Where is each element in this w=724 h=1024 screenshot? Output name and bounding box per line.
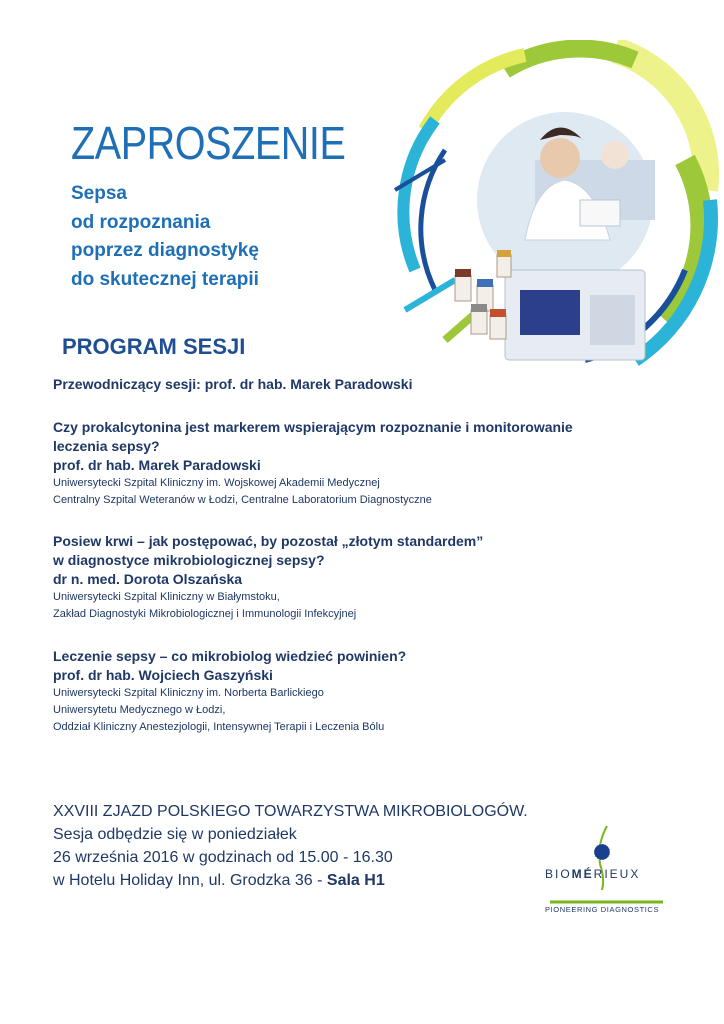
arc-yellow-top — [425, 55, 525, 130]
session-date-time: 26 września 2016 w godzinach od 15.00 - 16.30 — [53, 849, 393, 866]
subtitle — [71, 180, 259, 294]
session-day: Sesja odbędzie się w poniedziałek — [53, 826, 297, 843]
clipboard — [580, 200, 620, 226]
talk-speaker: prof. dr hab. Wojciech Gaszyński — [53, 667, 273, 683]
talk-speaker: dr n. med. Dorota Olszańska — [53, 571, 243, 587]
talk-affiliation: Oddział Kliniczny Anestezjologii, Intensywnej Terapii i Leczenia Bólu — [53, 721, 385, 733]
subtitle-line: od rozpoznania — [71, 211, 211, 233]
arc-cyan-left — [403, 120, 435, 270]
talk-question: Posiew krwi – jak postępować, by pozostał „złotym standardem” — [53, 533, 484, 549]
talk-affiliation: Uniwersytetu Medycznego w Łodzi, — [53, 704, 226, 716]
nurse-face — [540, 138, 580, 178]
page-title: ZAPROSZENIE — [71, 117, 346, 169]
logo-me: MÉ — [571, 867, 594, 881]
talk-item — [53, 418, 573, 509]
logo-bio: BIO — [545, 867, 572, 881]
session-chair: Przewodniczący sesji: prof. dr hab. Marek Paradowski — [53, 376, 413, 392]
venue-room: Sala H1 — [326, 872, 385, 889]
talk-affiliation: Uniwersytecki Szpital Kliniczny im. Norberta Barlickiego — [53, 687, 324, 699]
instrument-door — [590, 295, 635, 345]
talk-question: w diagnostyce mikrobiologicznej sepsy? — [53, 552, 325, 568]
subtitle-line: do skutecznej terapii — [71, 268, 259, 290]
talk-affiliation: Uniwersytecki Szpital Kliniczny w Białymstoku, — [53, 591, 280, 603]
talk-question: Leczenie sepsy – co mikrobiolog wiedzieć powinien? — [53, 648, 407, 664]
logo-wordmark — [545, 867, 665, 881]
hero-illustration — [385, 40, 720, 370]
biomerieux-logo — [545, 824, 665, 916]
venue-address: w Hotelu Holiday Inn, ul. Grodzka 36 - — [53, 872, 327, 889]
instrument-panel — [520, 290, 580, 335]
talk-speaker: prof. dr hab. Marek Paradowski — [53, 457, 261, 473]
talk-question: leczenia sepsy? — [53, 438, 160, 454]
talk-question: Czy prokalcytonina jest markerem wspierającym rozpoznanie i monitorowanie — [53, 419, 573, 435]
program-heading: PROGRAM SESJI — [62, 334, 246, 359]
session-venue — [53, 869, 528, 892]
patient-head — [601, 141, 629, 169]
event-details — [53, 800, 528, 892]
subtitle-line: Sepsa — [71, 183, 127, 204]
talk-item — [53, 532, 483, 623]
talk-item — [53, 647, 406, 736]
subtitle-line: poprzez diagnostykę — [71, 240, 259, 261]
congress-name: XXVIII ZJAZD POLSKIEGO TOWARZYSTWA MIKROBIOLOGÓW. — [53, 803, 528, 820]
talk-affiliation: Centralny Szpital Weteranów w Łodzi, Centralne Laboratorium Diagnostyczne — [53, 494, 432, 506]
logo-tagline: PIONEERING DIAGNOSTICS — [545, 905, 660, 914]
talk-affiliation: Uniwersytecki Szpital Kliniczny im. Wojskowej Akademii Medycznej — [53, 477, 380, 489]
logo-rieux: RIEUX — [593, 867, 641, 881]
talk-affiliation: Zakład Diagnostyki Mikrobiologicznej i Immunologii Infekcyjnej — [53, 608, 357, 620]
